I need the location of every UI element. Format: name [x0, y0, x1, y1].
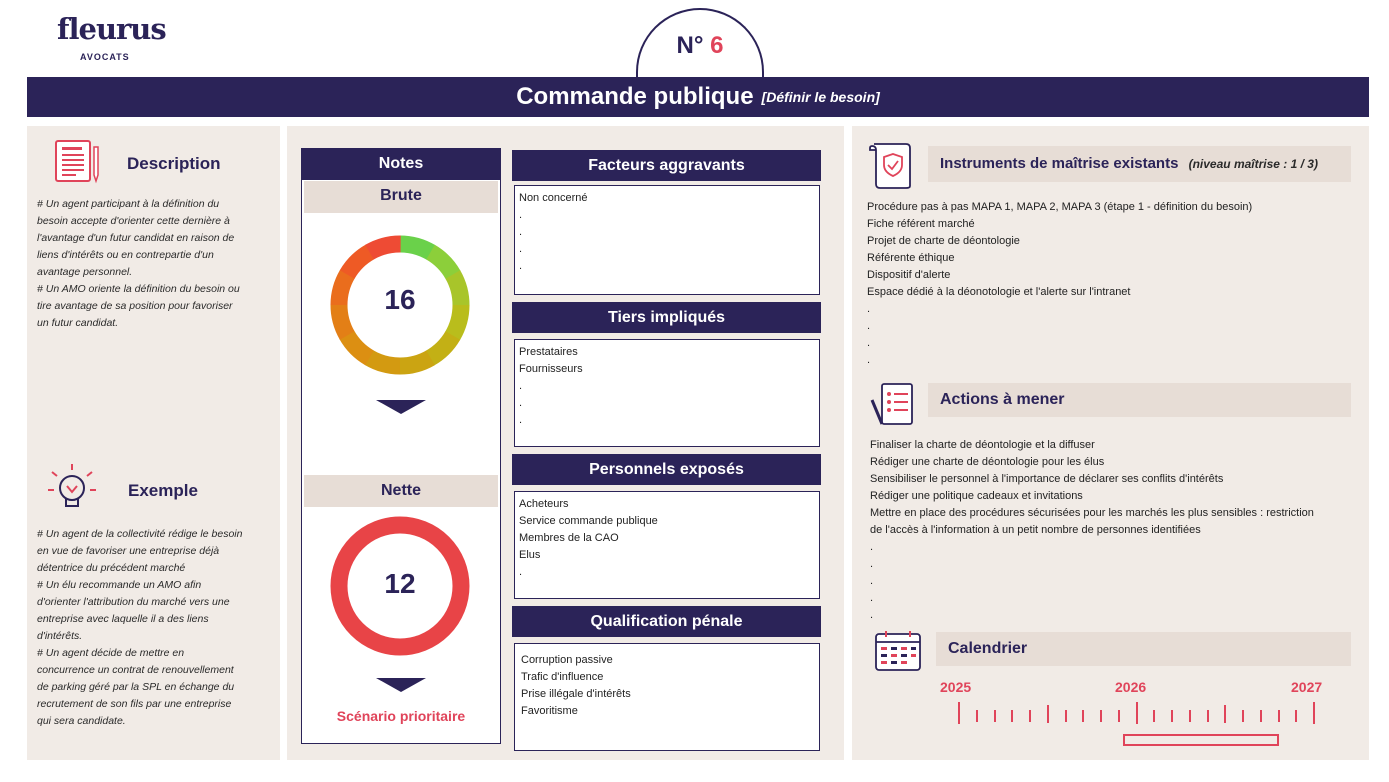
list-item: Fournisseurs: [519, 363, 583, 375]
personnels-header: Personnels exposés: [512, 454, 821, 485]
list-item: Membres de la CAO: [519, 532, 619, 544]
list-item: Favoritisme: [521, 705, 578, 717]
list-item: Trafic d'influence: [521, 671, 604, 683]
nette-label: Nette: [304, 475, 498, 507]
gauge-segment: [347, 252, 370, 275]
sheet-number-badge: [636, 8, 764, 78]
exemple-item: # Un élu recommande un AMO afin d'orienter l'attribution du marché vers une entreprise avec laquelle il a des liens d'intérêts.: [37, 579, 230, 642]
list-item: Elus: [519, 549, 541, 561]
list-item: .: [870, 541, 874, 553]
year-label: 2025: [940, 679, 972, 695]
timeline-tick: [976, 710, 978, 722]
list-item: .: [870, 575, 874, 587]
list-item: Procédure pas à pas MAPA 1, MAPA 2, MAPA 3 (étape 1 - définition du besoin): [867, 201, 1253, 213]
notes-header: Notes: [301, 148, 501, 180]
description-item: # Un AMO oriente la définition du besoin ou tire avantage de sa position pour favoriser un futur candidat.: [37, 283, 240, 329]
instruments-header: [928, 146, 1351, 182]
list-item: .: [867, 337, 871, 349]
timeline-tick: [1295, 710, 1297, 722]
list-item: .: [867, 320, 871, 332]
tiers-list: [514, 339, 820, 447]
list-item: .: [519, 260, 523, 272]
list-item: Rédiger une politique cadeaux et invitations: [870, 490, 1083, 502]
list-item: Sensibiliser le personnel à l'importance de déclarer ses conflits d'intérêts: [870, 473, 1224, 485]
exemple-item: # Un agent de la collectivité rédige le besoin en vue de favoriser une entreprise déjà détentrice du précédent marché: [37, 528, 243, 574]
list-item: Référente éthique: [867, 252, 955, 264]
gauge-segment: [370, 244, 401, 252]
brute-label: Brute: [304, 181, 498, 213]
description-title: Description: [127, 154, 221, 173]
list-item: .: [519, 566, 523, 578]
list-item: .: [867, 354, 871, 366]
tiers-header: Tiers impliqués: [512, 302, 821, 333]
list-item: Non concerné: [519, 192, 588, 204]
nette-score-value: 12: [384, 568, 416, 599]
timeline-tick: [1136, 702, 1138, 724]
actions-header: [928, 383, 1351, 417]
timeline-period-marker: [1123, 734, 1279, 746]
timeline-tick: [1082, 710, 1084, 722]
timeline-tick: [958, 702, 960, 724]
gauge-segment: [400, 244, 431, 252]
year-label: 2027: [1291, 679, 1323, 695]
sheet-number: 6: [710, 32, 724, 59]
gauge-segment: [369, 358, 400, 366]
number-prefix: N°: [676, 32, 704, 59]
brute-score-value: 16: [384, 284, 416, 315]
calendar-timeline: [950, 700, 1320, 730]
facteurs-header: Facteurs aggravants: [512, 150, 821, 181]
timeline-tick: [1260, 710, 1262, 722]
arrow-down-icon: [376, 678, 426, 692]
instruments-title: Instruments de maîtrise existants: [940, 155, 1179, 172]
actions-list: [870, 437, 1350, 624]
list-item: Finaliser la charte de déontologie et la diffuser: [870, 439, 1095, 451]
instruments-level: (niveau maîtrise : 1 / 3): [1188, 157, 1318, 171]
list-item: .: [870, 609, 874, 621]
facteurs-list: [514, 185, 820, 295]
qualification-list: [514, 643, 820, 751]
list-item: Prestataires: [519, 346, 578, 358]
timeline-tick: [1065, 710, 1067, 722]
gauge-segment: [430, 336, 453, 359]
list-item: Corruption passive: [521, 654, 613, 666]
description-item: # Un agent participant à la définition du besoin accepte d'orienter cette dernière à l'avantage d'un futur candidat en raison de liens d'intérêts ou en contrepartie d'un avantage personnel.: [37, 198, 235, 278]
timeline-tick: [994, 710, 996, 722]
timeline-tick: [1313, 702, 1315, 724]
timeline-tick: [1207, 710, 1209, 722]
list-item: Fiche référent marché: [867, 218, 975, 230]
document-icon: [54, 139, 102, 185]
lightbulb-icon: [46, 462, 98, 514]
list-item: .: [870, 592, 874, 604]
timeline-tick: [1171, 710, 1173, 722]
arrow-down-icon: [376, 400, 426, 414]
timeline-tick: [1153, 710, 1155, 722]
logo-subtitle: AVOCATS: [80, 52, 130, 62]
timeline-tick: [1047, 705, 1049, 723]
gauge-segment: [431, 252, 454, 275]
timeline-tick: [1029, 710, 1031, 722]
list-item: .: [519, 226, 523, 238]
logo-wordmark: fleurus: [57, 12, 166, 46]
list-item: .: [519, 243, 523, 255]
scenario-label: Scénario prioritaire: [336, 708, 466, 724]
list-item: Projet de charte de déontologie: [867, 235, 1020, 247]
list-item: .: [519, 397, 523, 409]
exemple-title: Exemple: [128, 481, 198, 500]
title-banner: [27, 77, 1369, 117]
list-item: Service commande publique: [519, 515, 658, 527]
timeline-tick: [1278, 710, 1280, 722]
list-item: .: [870, 558, 874, 570]
gauge-segment: [347, 335, 370, 358]
list-item: Prise illégale d'intérêts: [521, 688, 631, 700]
calendrier-title: Calendrier: [948, 640, 1028, 657]
list-item: Espace dédié à la déonotologie et l'alerte sur l'intranet: [867, 286, 1131, 298]
description-text: [37, 196, 277, 332]
timeline-tick: [1118, 710, 1120, 722]
scroll-shield-icon: [866, 140, 918, 192]
page-subtitle: [Définir le besoin]: [761, 89, 880, 105]
list-item: Mettre en place des procédures sécurisées pour les marchés les plus sensibles : restriction: [870, 507, 1314, 519]
checklist-icon: [868, 380, 916, 430]
list-item: de l'accès à l'information à un petit nombre de personnes identifiées: [870, 524, 1201, 536]
year-label: 2026: [1115, 679, 1147, 695]
timeline-tick: [1011, 710, 1013, 722]
timeline-tick: [1189, 710, 1191, 722]
timeline-tick: [1242, 710, 1244, 722]
instruments-list: [867, 199, 1347, 369]
list-item: Dispositif d'alerte: [867, 269, 951, 281]
personnels-list: [514, 491, 820, 599]
list-item: .: [519, 414, 523, 426]
list-item: Rédiger une charte de déontologie pour les élus: [870, 456, 1105, 468]
actions-title: Actions à mener: [940, 391, 1065, 408]
timeline-tick: [1224, 705, 1226, 723]
list-item: Acheteurs: [519, 498, 569, 510]
exemple-item: # Un agent décide de mettre en concurrence un contrat de renouvellement de parking géré par la SPL en échange du recrutement de son fils par une entreprise qui sera candidate.: [37, 647, 235, 727]
page-title: Commande publique: [516, 83, 754, 110]
exemple-text: [37, 526, 277, 730]
calendar-icon: [874, 630, 924, 672]
gauge-segment: [399, 358, 430, 366]
list-item: .: [519, 380, 523, 392]
list-item: .: [519, 209, 523, 221]
timeline-tick: [1100, 710, 1102, 722]
list-item: .: [867, 303, 871, 315]
calendrier-header: [936, 632, 1351, 666]
qualification-header: Qualification pénale: [512, 606, 821, 637]
